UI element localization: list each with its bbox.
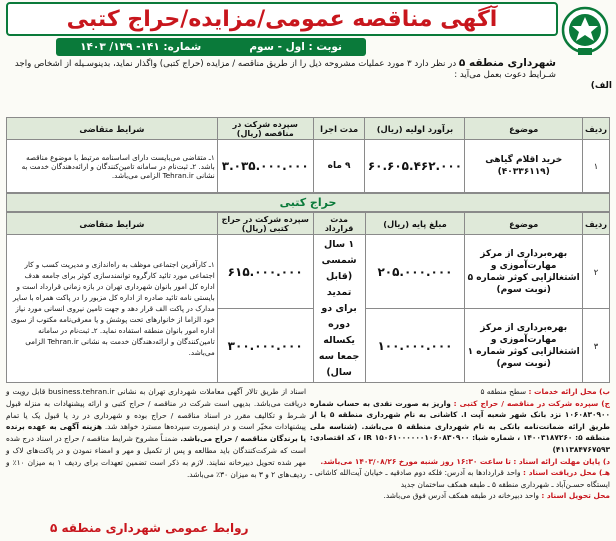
col-deposit: سپرده شرکت در حراج کتبی (ریال) <box>217 213 313 235</box>
shared-conditions: ۱ـ کارآفرین اجتماعی موظف به راه‌اندازی و مدیریت کسب و کار اجتماعی مورد تائید کارگروه توانمندسازی کوثر برای جامعه هدف اداره کل امور بانوان شهرداری تهران در بازه زمانی قرارداد است و بایستی نامه تائید صادره از اداره کل مزبور را در پاکت همراه با سایر مدارک در پاکت الف قرار دهد و جهت تامین نیروی انسانی مورد نیاز خود الزاما از خانوارهای تحت پوشش و یا معرفی‌نامه مکتوب از سوی اداره امور بانوان منطقه استفاده نماید. ۲ـ ثبت‌نام در سامانه تامین‌کنندگان و ارائه‌دهندگان خدمت به نشانی Tehran.ir الزامی می‌باشد. <box>7 235 218 383</box>
table-row <box>7 235 610 309</box>
documents-portal-text: اسناد از طریق تالار آگهی معاملات شهرداری تهران به نشانی business.tehran.ir قابل رویت و دریافت می‌باشد. بدیهی است شرکت در مناقصه / حراج کتبی و ارائه پیشنهادات به منزله قبول شـرط و تکالیف مقرر در اسناد مناقصه / حراج بوده و شهرداری در رد یا قبول یک یا تمام پیشنهادات مخیّر است و در اینصورت سپرده‌ها مسترد خواهد شد. <box>6 387 306 432</box>
col-estimate: برآورد اولیه (ریال) <box>365 118 465 140</box>
service-location-label: ب) محل ارائه خدمات : <box>528 387 610 396</box>
row-deposit: ۳۰۰.۰۰۰.۰۰۰ <box>217 309 313 383</box>
col-row: ردیف <box>582 213 609 235</box>
terms-note: ضمنـاً مشروح شرایط مناقصه / حراج در اسناد درج شده است که شرکت‌کنندگان باید مطالعه و پس از تکمیل و مهر و امضاء نمودن و در پاکت‌های لاک و مهر شده تحویل دبیرخانه نمایند. لازم به ذکر است تضمین تعهدات برای ردیف ۱ به میزان ۱۰٪ و ردیف‌های ۲ و ۳ به میزان ۳۰٪ می‌باشد. <box>6 434 306 479</box>
col-duration: مدت اجرا <box>313 118 365 140</box>
row-base-price: ۲۰۵.۰۰۰.۰۰۰ <box>365 235 465 309</box>
turn-number-bar <box>56 38 366 56</box>
row-base-price: ۱۰۰.۰۰۰.۰۰۰ <box>365 309 465 383</box>
row-deposit: ۳.۰۳۵.۰۰۰.۰۰۰ <box>217 140 313 193</box>
col-base-price: مبلغ پایه (ریال) <box>365 213 465 235</box>
row-number: ۳ <box>582 309 609 383</box>
shared-duration: ۱ سال شمسی (قابل تمدید برای دو دوره یکساله جمعا سه سال) <box>313 235 365 383</box>
col-subject: موضوع <box>465 213 583 235</box>
turn-label: نوبت : اول - سوم <box>249 41 342 53</box>
auction-section-bar <box>6 193 610 212</box>
notice-number: شماره: ۱۴۱- ۱۳۹/ ۱۴۰۳ <box>80 41 202 53</box>
deposit-text: واریز به صورت نقدی به حساب شماره ۱۰۶۰۸۳۰۹۰۰ نزد بانک شهر شعبه آپت I. کاشانی به نام شهرداری منطقه ۵ یا از طریق ارائه ضمانت‌نامه بانکی به نام شهرداری منطقه ۵ می‌باشد. (شناسه ملی منطقه ۵: ۱۴۰۰۳۱۸۷۲۶۰ ، شماره شبا: IR ۱۵۰۶۱۰۰۰۰۰۰۱۰۶۰۸۳۰۹۰۰ ، کد اقتصادی: ۴۱۱۳۸۴۷۶۷۵۹۳) <box>310 398 610 454</box>
documents-delivery-text: واحد دبیرخانه در طبقه همکف آدرس فوق می‌باشد. <box>383 491 539 501</box>
auction-table <box>6 212 610 383</box>
row-subject: خرید اقلام گیاهی (۴۰۳۳۶۱۱۹) <box>465 140 583 193</box>
col-row: ردیف <box>582 118 609 140</box>
deadline-label: د) پایان مهلت ارائه اسناد : <box>513 456 610 466</box>
intro-org: شهرداری منطقه ۵ <box>458 57 556 69</box>
row-estimate: ۶۰.۶۰۵.۴۶۲.۰۰۰ <box>365 140 465 193</box>
notice-banner <box>6 2 558 36</box>
public-relations-footer: روابط عمومی شهرداری منطقه ۵ <box>50 521 249 535</box>
documents-pickup-text: واحد قراردادها به آدرس: فلکه دوم صادقیه ـ خیابان آیت‌الله کاشانی ـ ایستگاه حسـن‌آباد ـ شهرداری منطقه ۵ ـ طبقه همکف ساختمان جدید <box>310 468 610 489</box>
tender-table <box>6 117 610 193</box>
banner-title: آگهی مناقصه عمومی/مزایده/حراج کتبی <box>66 6 498 32</box>
documents-pickup-label: هـ) محل دریافت اسناد : <box>523 468 611 478</box>
col-conditions: شرایط متقاضی <box>7 213 218 235</box>
intro-paragraph <box>8 58 556 81</box>
col-subject: موضوع <box>465 118 583 140</box>
deposit-label: ج) سپرده شرکت در مناقصه / حراج کتبی : <box>453 398 610 408</box>
row-subject: بهره‌برداری از مرکز مهارت‌آموزی و اشتغالزایی کوثر شماره ۱ (نوبت سوم) <box>465 309 583 383</box>
row-number: ۲ <box>582 235 609 309</box>
table-row <box>7 140 610 193</box>
row-number: ۱ <box>582 140 609 193</box>
table-header-row <box>7 213 610 235</box>
service-location-text: سطح منطقه ۵ <box>480 387 527 396</box>
auction-section-title: حراج کتبی <box>279 196 337 209</box>
section-a-label: الف) <box>590 81 612 91</box>
intro-text: در نظر دارد ۳ مورد عملیات مشروحه ذیل را از طریق مناقصه / مزایده (حراج کتبی) واگذار نماید، بدینوسـیله از اشخاص واجد شـرایط دعوت بعمل می‌آید : <box>14 59 556 80</box>
row-duration: ۹ ماه <box>313 140 365 193</box>
row-subject: بهره‌برداری از مرکز مهارت‌آموزی و اشتغالزایی کوثر شماره ۵ (نوبت سوم) <box>465 235 583 309</box>
table-header-row <box>7 118 610 140</box>
row-conditions: ۱ـ متقاضی می‌بایست دارای اساسنامه مرتبط با موضوع مناقصه باشد. ۲ـ ثبت‌نام در سامانه تامین‌کنندگان و ارائه‌دهندگان خدمت به نشانی Tehran.ir الزامی می‌باشد. <box>7 140 218 193</box>
col-contract-duration: مدت قرارداد <box>313 213 365 235</box>
details-right-column <box>310 386 610 502</box>
documents-delivery-label: محل تحویل اسناد : <box>541 491 610 501</box>
municipality-logo-icon <box>560 4 610 58</box>
row-deposit: ۶۱۵.۰۰۰.۰۰۰ <box>217 235 313 309</box>
col-deposit: سپرده شرکت در مناقصه (ریال) <box>217 118 313 140</box>
deadline-text: تا ساعت ۱۶:۳۰ روز شنبه مورخ ۱۴۰۳/۰۸/۲۶ می‌باشد. <box>320 456 511 466</box>
col-conditions: شرایط متقاضی <box>7 118 218 140</box>
ad-cost-note: هزینه آگهی به عهده برنده یا برندگان مناقصه / حراج می‌باشد. <box>6 422 306 444</box>
details-left-column <box>6 386 306 480</box>
